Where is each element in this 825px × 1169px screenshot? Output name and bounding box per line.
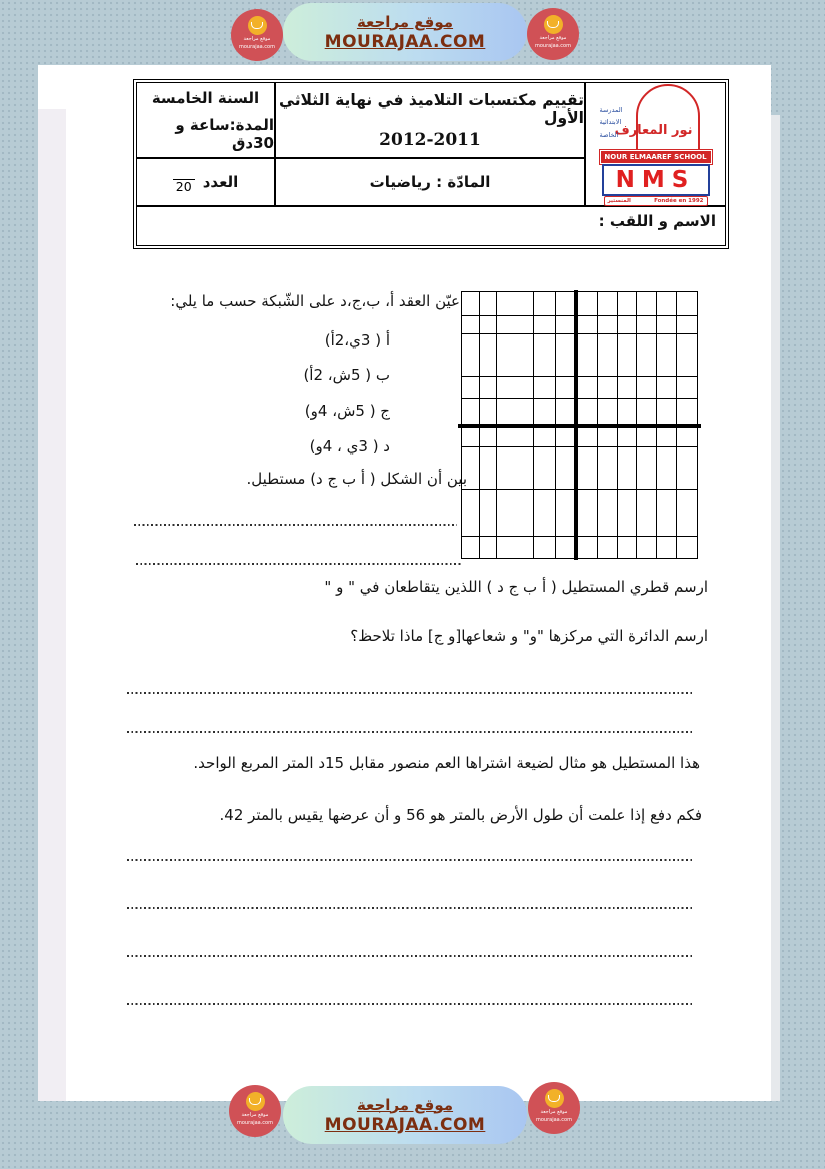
q4-question: فكم دفع إذا علمت أن طول الأرض بالمتر هو 56 و أن عرضها يقيس بالمتر 42. (219, 806, 702, 824)
answer-line (134, 524, 457, 526)
page-left-margin (38, 109, 66, 1101)
grid-line-horizontal (462, 333, 697, 334)
school-logo (599, 83, 713, 205)
badge-text-ar: موقع مراجعة (243, 36, 271, 42)
book-icon (246, 1092, 265, 1111)
book-icon (248, 16, 267, 35)
logo-initials: NMS (602, 164, 710, 196)
mourajaa-badge-top-left (231, 9, 283, 61)
q1-intro: عيّن العقد أ، ب،ج،د على الشّبكة حسب ما يلي: (170, 292, 460, 310)
score-fraction (173, 170, 195, 194)
grid-line-horizontal (462, 489, 697, 490)
logo-side-text: المدرسة الابتدائية الخاصة (599, 106, 623, 139)
answer-line (127, 907, 694, 909)
coordinate-grid (461, 291, 698, 559)
mourajaa-banner-bottom (283, 1086, 527, 1144)
grid-axis-horizontal (458, 424, 701, 428)
school-logo-cell (584, 83, 725, 207)
book-icon (545, 1089, 564, 1108)
q1-point-b: ب ( 5ش، 2أ) (303, 366, 390, 384)
q1-point-c: ج ( 5ش، 4و) (304, 402, 390, 420)
class-year-label: السنة الخامسة (151, 88, 260, 107)
book-icon (544, 15, 563, 34)
score-cell (137, 159, 274, 207)
answer-line (127, 1003, 694, 1005)
banner-site-url: MOURAJAA.COM (324, 1114, 486, 1135)
mourajaa-badge-bottom-right: موقع مراجعة mourajaa.com (528, 1082, 580, 1134)
answer-line (127, 859, 694, 861)
grid-line-horizontal (462, 446, 697, 447)
mourajaa-badge-top-right: موقع مراجعة mourajaa.com (527, 8, 579, 60)
exam-year: 2012-2011 (379, 129, 481, 150)
subject-label: المادّة : رياضيات (369, 173, 491, 191)
answer-line (136, 563, 463, 565)
page-right-shade (771, 115, 780, 1101)
mourajaa-badge-bottom-left: موقع مراجعة mourajaa.com (229, 1085, 281, 1137)
duration-label: المدة:ساعة و 30دق (175, 115, 274, 152)
banner-title-arabic: موقع مراجعة (356, 1095, 454, 1114)
grid-line-horizontal (462, 536, 697, 537)
logo-footer: Fondée en 1992 المنستير (604, 196, 708, 206)
banner-site-url: MOURAJAA.COM (324, 31, 486, 52)
subject-cell (274, 159, 584, 207)
logo-school-banner: NOUR ELMAAREF SCHOOL (600, 150, 712, 164)
exam-title-cell (274, 83, 584, 159)
badge-text-url: mourajaa.com (238, 43, 275, 50)
exam-header-table (133, 79, 729, 249)
mourajaa-banner-top (283, 3, 527, 61)
answer-line (127, 731, 694, 733)
student-name-field: الاسم و اللقب : (598, 212, 716, 230)
grid-line-horizontal (462, 376, 697, 377)
grid-line-horizontal (462, 398, 697, 399)
q1-point-a: أ ( 3ي،2أ) (324, 331, 390, 349)
logo-school-name-arabic: نور المعارف (614, 123, 693, 138)
score-label: العدد (202, 173, 239, 191)
answer-line (127, 692, 694, 694)
answer-line (127, 955, 694, 957)
q2-text: ارسم قطري المستطيل ( أ ب ج د ) اللذين يتقاطعان في " و " (324, 578, 708, 596)
q1-point-d: د ( 3ي ، 4و) (309, 437, 390, 455)
q1-prove: بين أن الشكل ( أ ب ج د) مستطيل. (246, 470, 467, 488)
class-info-cell (137, 83, 274, 159)
score-max: 20 (175, 179, 192, 195)
grid-line-horizontal (462, 315, 697, 316)
q3-text: ارسم الدائرة التي مركزها "و" و شعاعها[و ج] ماذا تلاحظ؟ (350, 627, 708, 645)
q4-statement: هذا المستطيل هو مثال لضيعة اشتراها العم منصور مقابل 15د المتر المربع الواحد. (193, 754, 700, 772)
exam-title: تقييم مكتسبات التلاميذ في نهاية الثلاثي الأول (279, 90, 584, 127)
banner-title-arabic: موقع مراجعة (356, 12, 454, 31)
